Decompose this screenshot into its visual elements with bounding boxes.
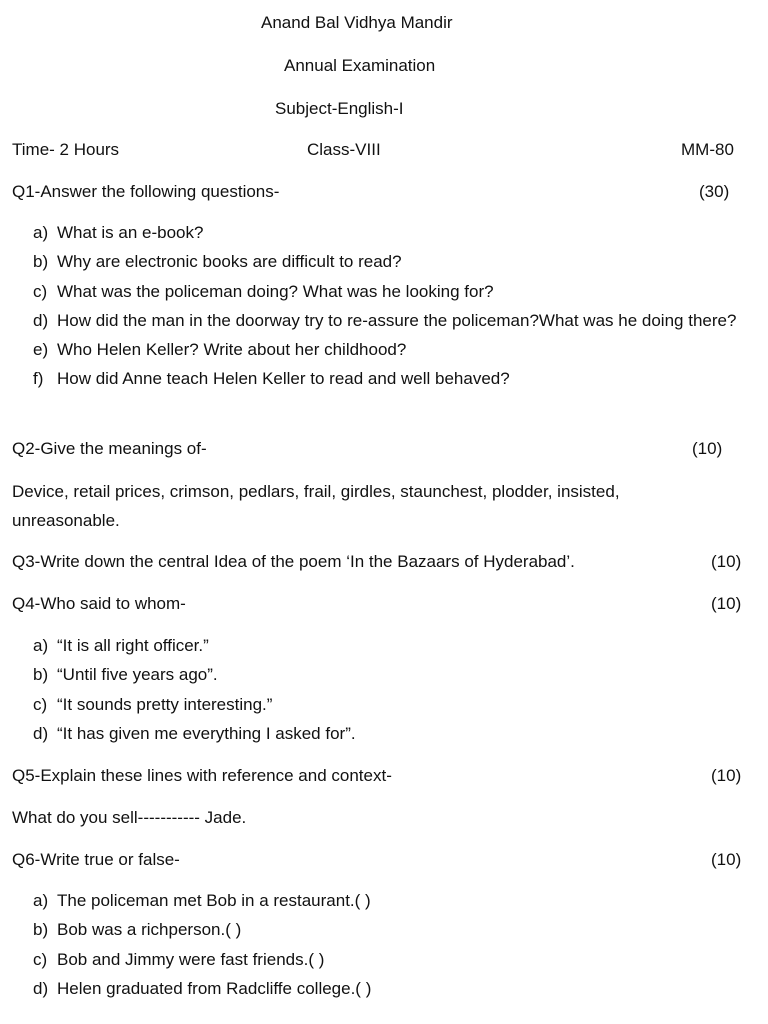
item-text: What is an e-book? xyxy=(57,223,204,242)
q3-title: Q3-Write down the central Idea of the poem ‘In the Bazaars of Hyderabad’. xyxy=(12,552,575,571)
item-text: Who Helen Keller? Write about her childhood? xyxy=(57,340,407,360)
q5-title: Q5-Explain these lines with reference and context- xyxy=(12,766,392,785)
list-item xyxy=(33,339,753,361)
q4-marks: (10) xyxy=(711,594,742,613)
item-label: e) xyxy=(33,340,49,360)
item-text: How did Anne teach Helen Keller to read and well behaved? xyxy=(57,369,510,389)
item-label: d) xyxy=(33,723,49,743)
q4-title: Q4-Who said to whom- xyxy=(12,594,186,613)
item-text: What was the policeman doing? What was he looking for? xyxy=(57,281,494,301)
q1-list xyxy=(33,222,753,398)
subject-title: Subject-English-I xyxy=(275,99,404,118)
q6-title: Q6-Write true or false- xyxy=(12,850,180,869)
list-item xyxy=(33,949,753,971)
item-label: a) xyxy=(33,891,49,910)
list-item xyxy=(33,635,753,657)
item-text: Bob was a richperson.( ) xyxy=(57,920,242,940)
q4-list xyxy=(33,635,753,752)
item-label: c) xyxy=(33,694,48,714)
item-text: Bob and Jimmy were fast friends.( ) xyxy=(57,949,325,969)
list-item xyxy=(33,222,753,244)
q6-marks: (10) xyxy=(711,850,742,869)
item-label: a) xyxy=(33,223,49,242)
list-item xyxy=(33,694,753,716)
q5-marks: (10) xyxy=(711,766,742,785)
item-label: f) xyxy=(33,369,44,389)
list-item xyxy=(33,890,753,912)
exam-title: Annual Examination xyxy=(284,56,436,75)
item-label: a) xyxy=(33,636,49,655)
school-name: Anand Bal Vidhya Mandir xyxy=(261,13,453,32)
q6-list xyxy=(33,890,753,1007)
list-item xyxy=(33,664,753,686)
q1-marks: (30) xyxy=(699,182,730,201)
q5-quote-line: What do you sell----------- Jade. xyxy=(12,808,247,827)
list-item xyxy=(33,310,753,332)
q3-marks: (10) xyxy=(711,552,742,571)
item-text: “Until five years ago”. xyxy=(57,665,218,685)
max-marks: MM-80 xyxy=(681,140,734,159)
item-text: Why are electronic books are difficult to read? xyxy=(57,252,402,272)
list-item xyxy=(33,251,753,273)
item-label: c) xyxy=(33,949,48,969)
item-text: How did the man in the doorway try to re-assure the policeman?What was he doing there? xyxy=(57,310,737,330)
item-text: “It has given me everything I asked for”. xyxy=(57,723,356,743)
item-text: The policeman met Bob in a restaurant.( ) xyxy=(57,891,371,910)
item-label: d) xyxy=(33,978,49,998)
list-item xyxy=(33,919,753,941)
item-label: b) xyxy=(33,920,49,940)
item-text: Helen graduated from Radcliffe college.( ) xyxy=(57,978,372,998)
item-label: b) xyxy=(33,252,49,272)
item-text: “It is all right officer.” xyxy=(57,636,209,655)
list-item xyxy=(33,723,753,745)
item-label: b) xyxy=(33,665,49,685)
list-item xyxy=(33,281,753,303)
exam-duration: Time- 2 Hours xyxy=(12,140,120,159)
class-label: Class-VIII xyxy=(307,140,381,159)
list-item xyxy=(33,368,753,390)
q2-title: Q2-Give the meanings of- xyxy=(12,439,207,458)
q1-title: Q1-Answer the following questions- xyxy=(12,182,280,201)
list-item xyxy=(33,978,753,1000)
item-label: c) xyxy=(33,281,48,301)
q2-marks: (10) xyxy=(692,439,723,458)
q2-word-list: Device, retail prices, crimson, pedlars, frail, girdles, staunchest, plodder, insisted, unreasonable. xyxy=(12,482,620,530)
item-label: d) xyxy=(33,310,49,330)
item-text: “It sounds pretty interesting.” xyxy=(57,694,273,714)
